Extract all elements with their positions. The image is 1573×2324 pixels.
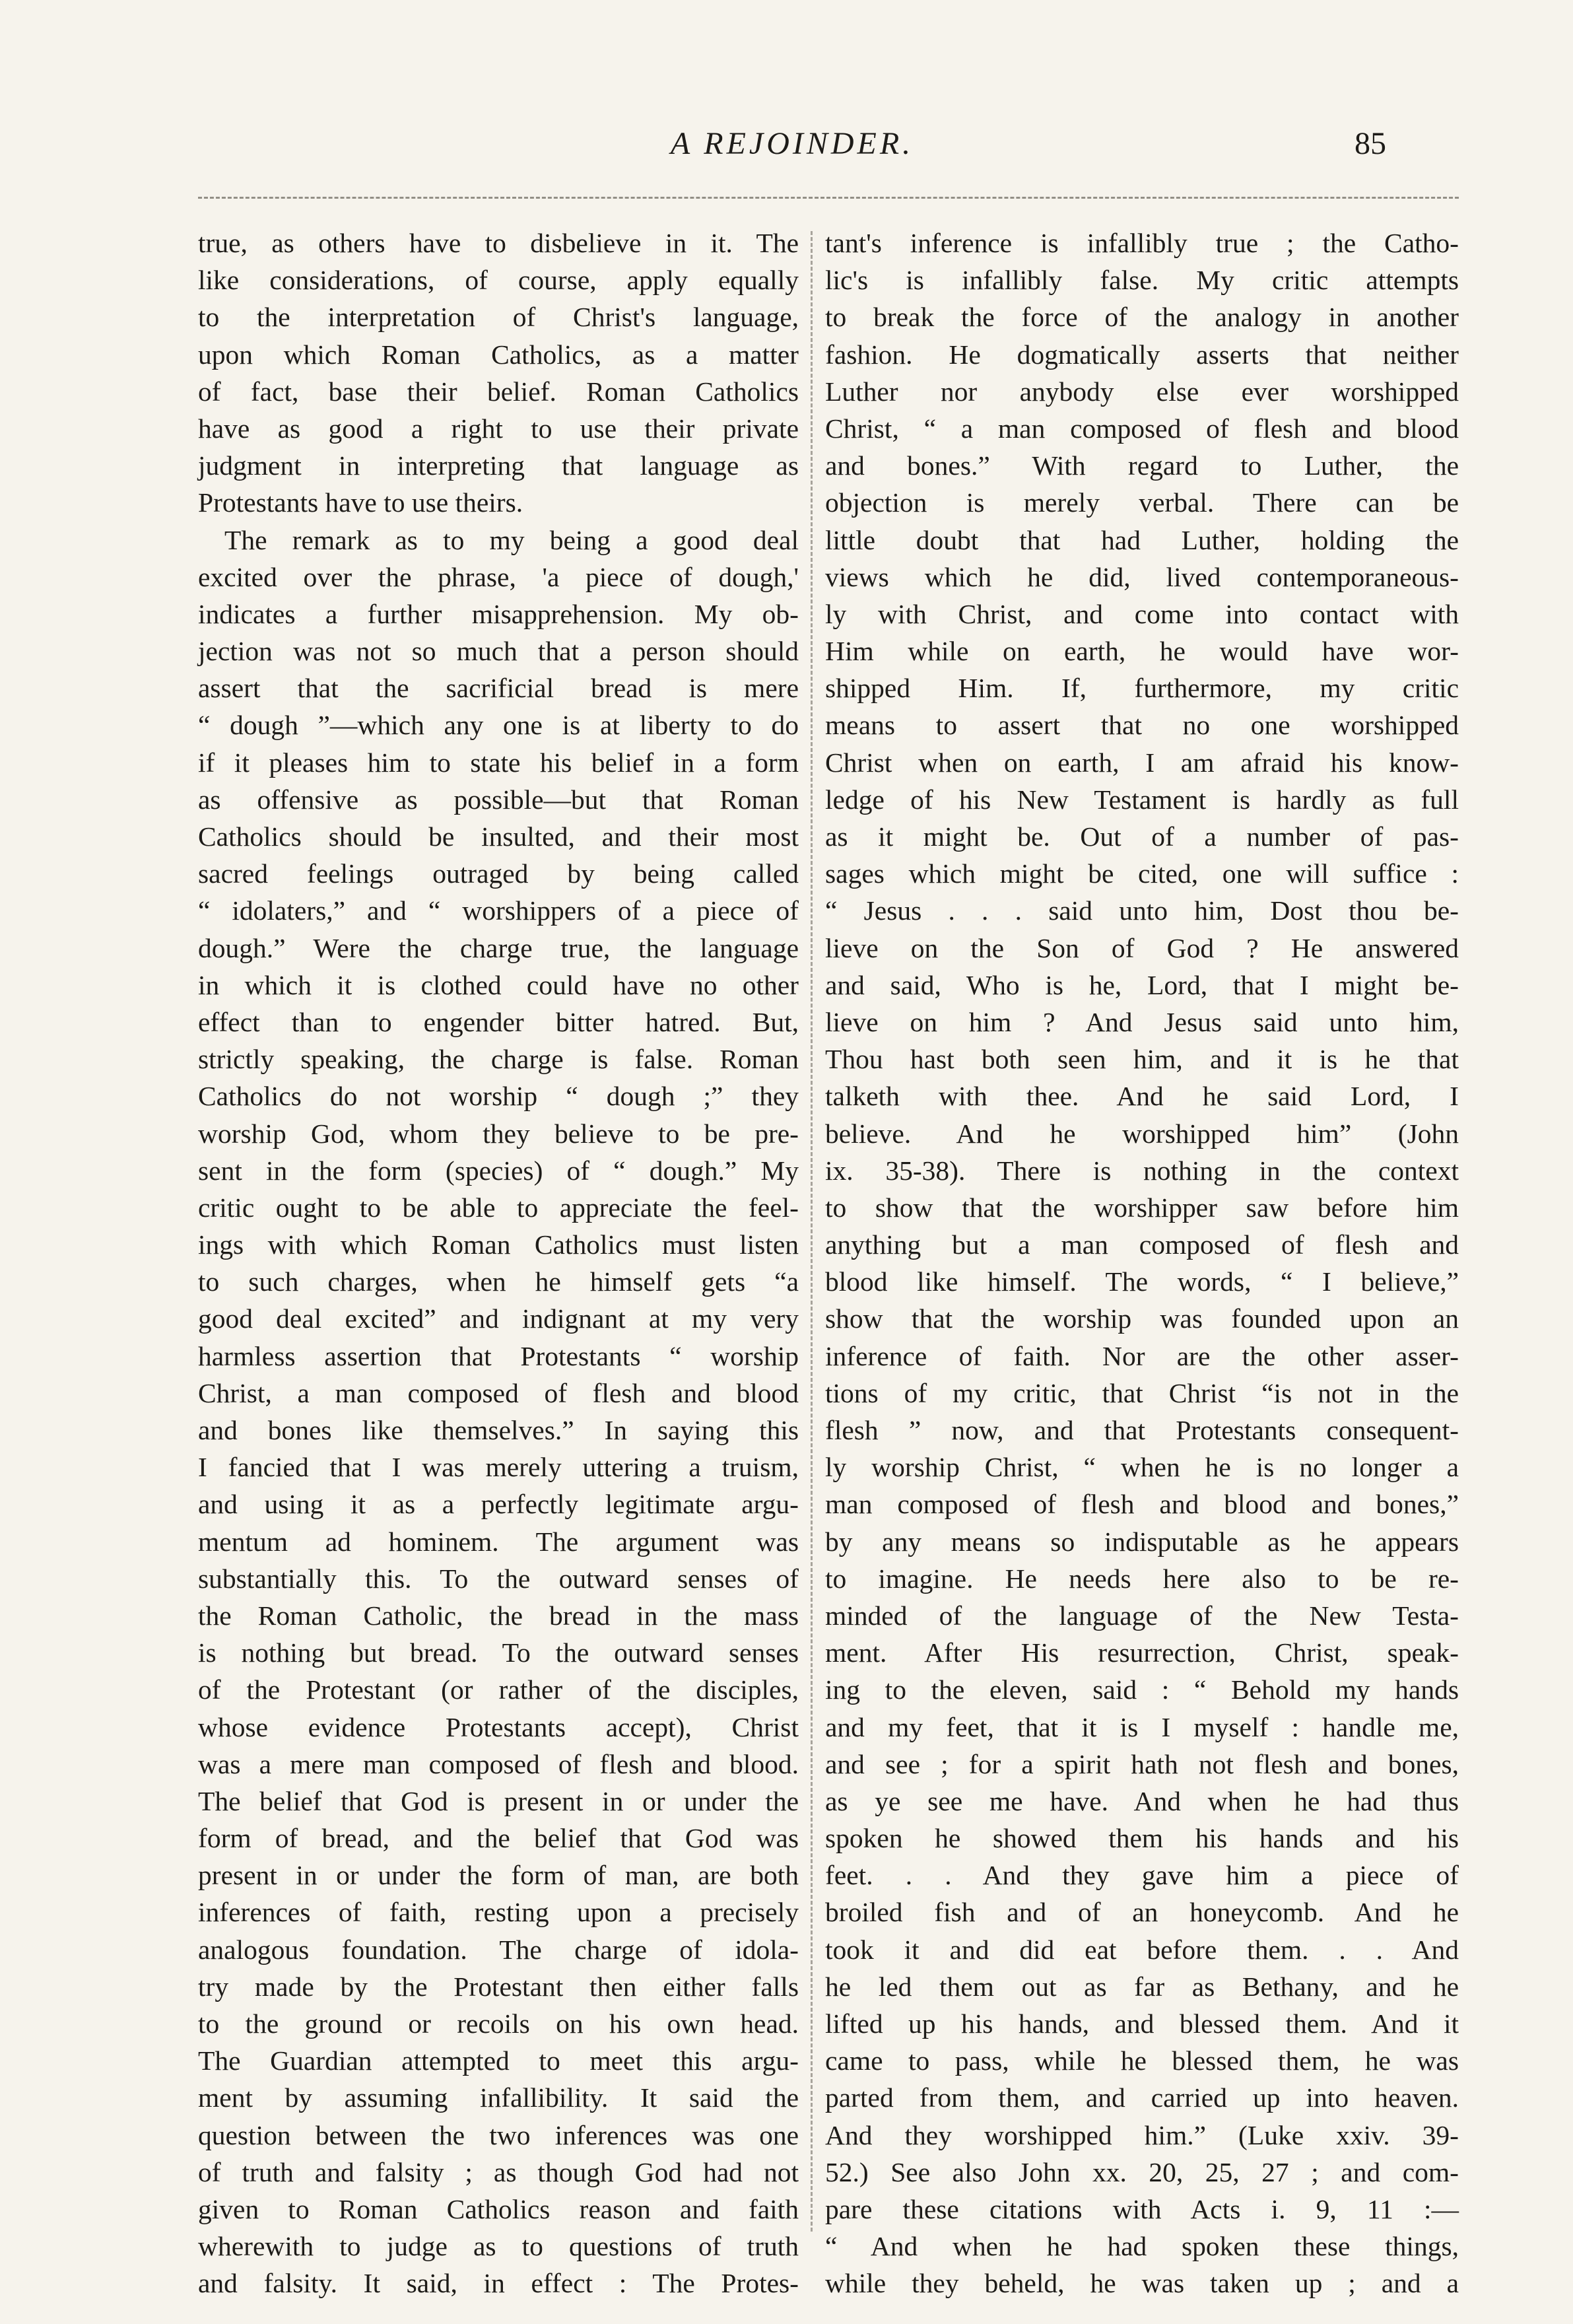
- text-line: means to assert that no one worshipped: [825, 710, 1459, 741]
- text-line: good deal excited” and indignant at my very: [198, 1303, 799, 1334]
- text-line: Christ when on earth, I am afraid his know-: [825, 747, 1459, 778]
- text-line: broiled fish and of an honeycomb. And he: [825, 1897, 1459, 1928]
- text-line: as it might be. Out of a number of pas-: [825, 821, 1459, 852]
- text-line: fashion. He dogmatically asserts that neither: [825, 339, 1459, 370]
- text-line: question between the two inferences was one: [198, 2119, 799, 2150]
- text-line: given to Roman Catholics reason and faith: [198, 2193, 799, 2224]
- text-line: lifted up his hands, and blessed them. And it: [825, 2008, 1459, 2039]
- text-line: like considerations, of course, apply equally: [198, 265, 799, 296]
- text-line: ing to the eleven, said : “ Behold my hands: [825, 1674, 1459, 1705]
- running-head: [198, 125, 1386, 178]
- text-line: ix. 35-38). There is nothing in the context: [825, 1155, 1459, 1186]
- text-line: The belief that God is present in or under the: [198, 1785, 799, 1816]
- text-line: by any means so indisputable as he appears: [825, 1526, 1459, 1557]
- text-line: Christ, “ a man composed of flesh and blood: [825, 413, 1459, 444]
- text-line: and falsity. It said, in effect : The Protes-: [198, 2268, 799, 2299]
- text-line: mentum ad hominem. The argument was: [198, 1526, 799, 1557]
- text-line: excited over the phrase, 'a piece of dough,': [198, 561, 799, 592]
- text-line: of the Protestant (or rather of the disciples,: [198, 1674, 799, 1705]
- text-line: 52.) See also John xx. 20, 25, 27 ; and com-: [825, 2156, 1459, 2187]
- text-line: while they beheld, he was taken up ; and a: [825, 2268, 1459, 2299]
- text-line: shipped Him. If, furthermore, my critic: [825, 673, 1459, 704]
- text-line: critic ought to be able to appreciate the feel-: [198, 1192, 799, 1223]
- text-line: The remark as to my being a good deal: [224, 524, 799, 555]
- text-line: and using it as a perfectly legitimate argu-: [198, 1489, 799, 1520]
- text-line: spoken he showed them his hands and his: [825, 1823, 1459, 1854]
- text-line: substantially this. To the outward senses of: [198, 1563, 799, 1594]
- text-line: and bones like themselves.” In saying this: [198, 1415, 799, 1445]
- text-line: upon which Roman Catholics, as a matter: [198, 339, 799, 370]
- text-line: and my feet, that it is I myself : handle me,: [825, 1711, 1459, 1742]
- running-title: A REJOINDER.: [670, 126, 914, 161]
- text-line: he led them out as far as Bethany, and he: [825, 1971, 1459, 2002]
- text-line: Thou hast both seen him, and it is he that: [825, 1044, 1459, 1075]
- text-line: if it pleases him to state his belief in a form: [198, 747, 799, 778]
- text-line: Catholics should be insulted, and their most: [198, 821, 799, 852]
- text-line: pare these citations with Acts i. 9, 11 :—: [825, 2193, 1459, 2224]
- text-line: parted from them, and carried up into heaven.: [825, 2082, 1459, 2113]
- text-line: Protestants have to use theirs.: [198, 487, 523, 518]
- text-line: and see ; for a spirit hath not flesh and bones,: [825, 1748, 1459, 1779]
- text-line: ledge of his New Testament is hardly as full: [825, 784, 1459, 815]
- text-line: the Roman Catholic, the bread in the mass: [198, 1600, 799, 1631]
- text-line: to such charges, when he himself gets “a: [198, 1266, 799, 1297]
- column-divider: [811, 231, 813, 2232]
- text-line: as ye see me have. And when he had thus: [825, 1785, 1459, 1816]
- text-line: sages which might be cited, one will suffice :: [825, 858, 1459, 889]
- text-line: Luther nor anybody else ever worshipped: [825, 376, 1459, 407]
- text-line: Him while on earth, he would have wor-: [825, 636, 1459, 667]
- text-line: of truth and falsity ; as though God had not: [198, 2156, 799, 2187]
- page-number: 85: [1355, 126, 1386, 161]
- text-line: form of bread, and the belief that God was: [198, 1823, 799, 1854]
- text-line: harmless assertion that Protestants “ worship: [198, 1340, 799, 1371]
- text-line: assert that the sacrificial bread is mere: [198, 673, 799, 704]
- text-line: ment by assuming infallibility. It said the: [198, 2082, 799, 2113]
- text-line: sacred feelings outraged by being called: [198, 858, 799, 889]
- right-column: [825, 224, 1459, 2299]
- text-line: is nothing but bread. To the outward senses: [198, 1637, 799, 1668]
- text-line: effect than to engender bitter hatred. But,: [198, 1006, 799, 1037]
- text-line: The Guardian attempted to meet this argu-: [198, 2045, 799, 2076]
- text-line: “ And when he had spoken these things,: [825, 2231, 1459, 2262]
- text-line: ment. After His resurrection, Christ, speak-: [825, 1637, 1459, 1668]
- text-line: Catholics do not worship “ dough ;” they: [198, 1081, 799, 1112]
- text-line: lic's is infallibly false. My critic attempts: [825, 265, 1459, 296]
- text-line: show that the worship was founded upon an: [825, 1303, 1459, 1334]
- text-line: jection was not so much that a person should: [198, 636, 799, 667]
- text-line: present in or under the form of man, are both: [198, 1860, 799, 1891]
- text-line: try made by the Protestant then either falls: [198, 1971, 799, 2002]
- text-line: tions of my critic, that Christ “is not in the: [825, 1377, 1459, 1408]
- text-line: And they worshipped him.” (Luke xxiv. 39-: [825, 2119, 1459, 2150]
- text-line: have as good a right to use their private: [198, 413, 799, 444]
- text-line: wherewith to judge as to questions of truth: [198, 2231, 799, 2262]
- text-line: I fancied that I was merely uttering a truism,: [198, 1452, 799, 1483]
- text-line: took it and did eat before them. . . And: [825, 1934, 1459, 1965]
- text-line: objection is merely verbal. There can be: [825, 487, 1459, 518]
- text-line: to the ground or recoils on his own head.: [198, 2008, 799, 2039]
- text-line: of fact, base their belief. Roman Catholics: [198, 376, 799, 407]
- text-line: “ idolaters,” and “ worshippers of a piece of: [198, 895, 799, 926]
- text-line: and bones.” With regard to Luther, the: [825, 450, 1459, 481]
- text-line: tant's inference is infallibly true ; the Catho-: [825, 228, 1459, 258]
- text-line: strictly speaking, the charge is false. Roman: [198, 1044, 799, 1075]
- text-line: blood like himself. The words, “ I believe,”: [825, 1266, 1459, 1297]
- text-line: and said, Who is he, Lord, that I might be-: [825, 969, 1459, 1000]
- text-line: true, as others have to disbelieve in it. The: [198, 228, 799, 258]
- text-line: as offensive as possible—but that Roman: [198, 784, 799, 815]
- text-line: anything but a man composed of flesh and: [825, 1229, 1459, 1260]
- text-line: judgment in interpreting that language as: [198, 450, 799, 481]
- text-line: ly worship Christ, “ when he is no longer a: [825, 1452, 1459, 1483]
- text-line: indicates a further misapprehension. My ob-: [198, 598, 799, 629]
- text-line: inference of faith. Nor are the other asser-: [825, 1340, 1459, 1371]
- text-line: views which he did, lived contemporaneous-: [825, 561, 1459, 592]
- text-line: lieve on the Son of God ? He answered: [825, 932, 1459, 963]
- text-line: ly with Christ, and come into contact with: [825, 598, 1459, 629]
- text-line: in which it is clothed could have no other: [198, 969, 799, 1000]
- text-line: dough.” Were the charge true, the language: [198, 932, 799, 963]
- header-rule: [198, 197, 1459, 199]
- text-line: to break the force of the analogy in another: [825, 302, 1459, 333]
- text-line: believe. And he worshipped him” (John: [825, 1118, 1459, 1149]
- left-column: [198, 224, 799, 2299]
- text-line: analogous foundation. The charge of idola-: [198, 1934, 799, 1965]
- text-line: was a mere man composed of flesh and blood.: [198, 1748, 799, 1779]
- text-line: to the interpretation of Christ's language,: [198, 302, 799, 333]
- text-line: Christ, a man composed of flesh and blood: [198, 1377, 799, 1408]
- text-line: little doubt that had Luther, holding the: [825, 524, 1459, 555]
- text-line: “ dough ”—which any one is at liberty to do: [198, 710, 799, 741]
- text-line: minded of the language of the New Testa-: [825, 1600, 1459, 1631]
- text-line: to show that the worshipper saw before him: [825, 1192, 1459, 1223]
- text-line: worship God, whom they believe to be pre-: [198, 1118, 799, 1149]
- text-line: inferences of faith, resting upon a precisely: [198, 1897, 799, 1928]
- text-line: man composed of flesh and blood and bones,”: [825, 1489, 1459, 1520]
- text-line: feet. . . And they gave him a piece of: [825, 1860, 1459, 1891]
- text-line: whose evidence Protestants accept), Christ: [198, 1711, 799, 1742]
- text-line: ings with which Roman Catholics must listen: [198, 1229, 799, 1260]
- text-line: came to pass, while he blessed them, he was: [825, 2045, 1459, 2076]
- text-line: lieve on him ? And Jesus said unto him,: [825, 1006, 1459, 1037]
- text-line: “ Jesus . . . said unto him, Dost thou be-: [825, 895, 1459, 926]
- text-line: sent in the form (species) of “ dough.” My: [198, 1155, 799, 1186]
- text-line: flesh ” now, and that Protestants consequent-: [825, 1415, 1459, 1445]
- text-line: to imagine. He needs here also to be re-: [825, 1563, 1459, 1594]
- text-line: talketh with thee. And he said Lord, I: [825, 1081, 1459, 1112]
